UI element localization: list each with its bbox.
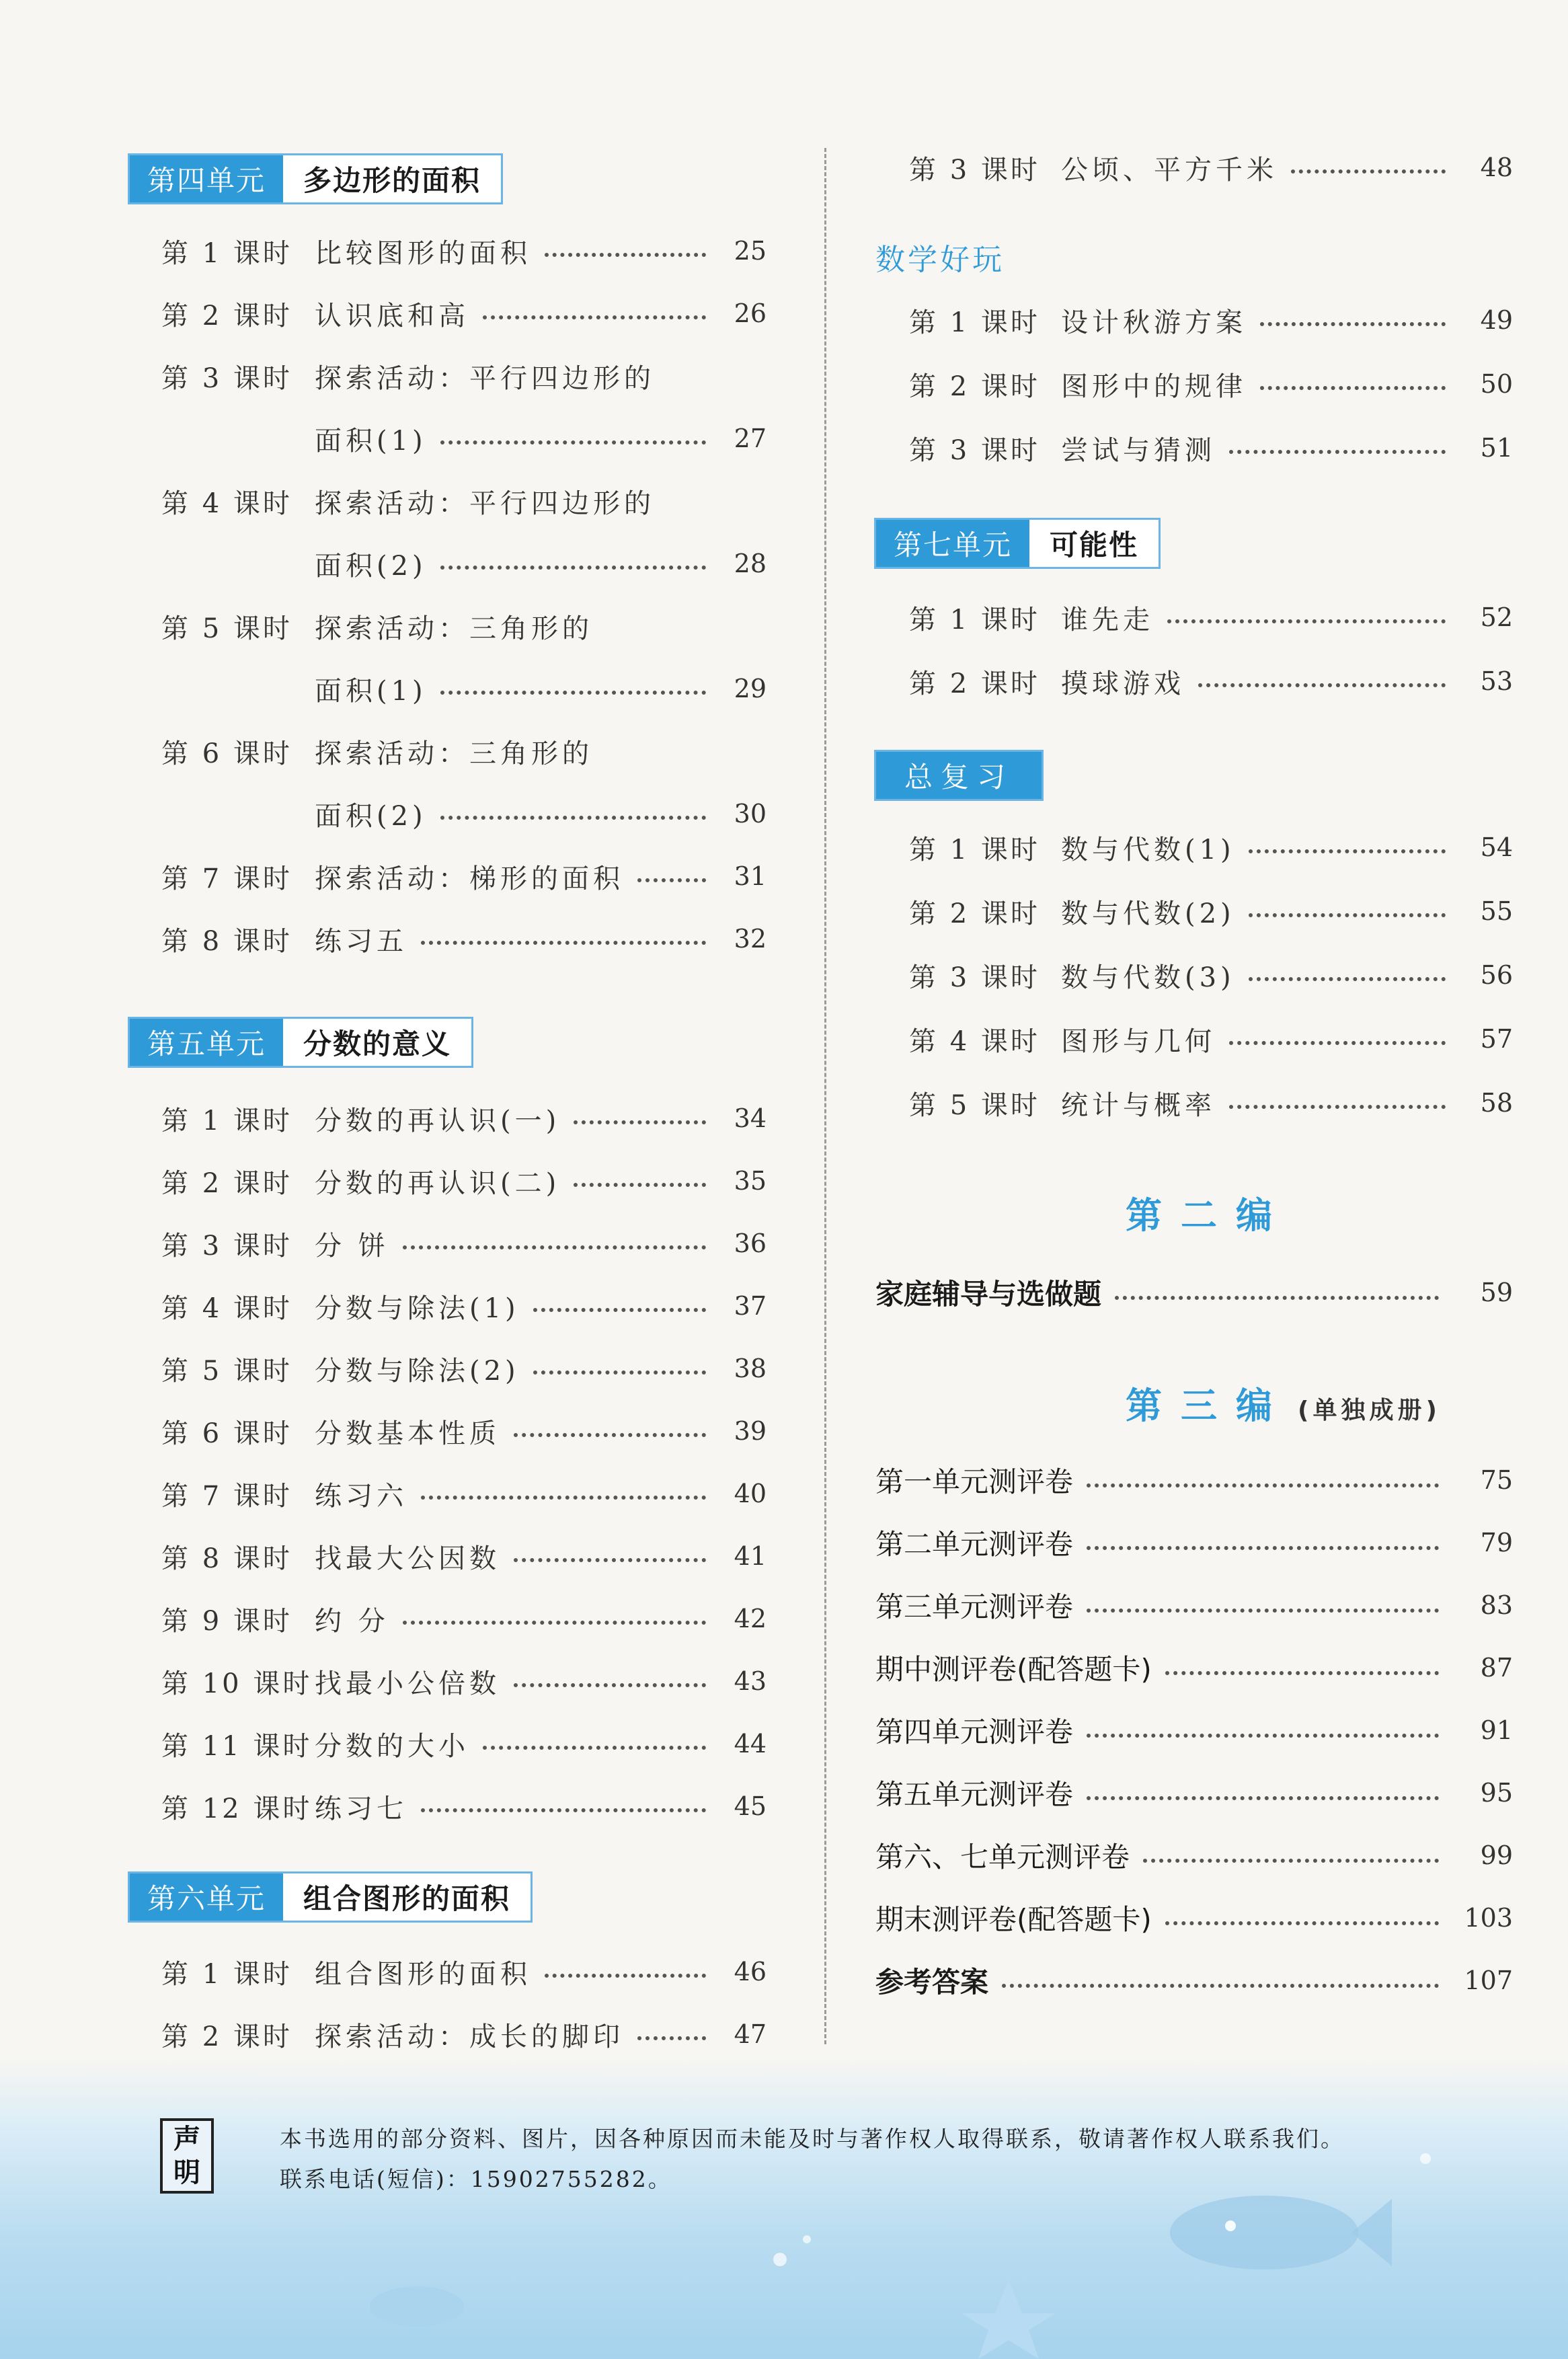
toc-entry[interactable]: [875, 1459, 1513, 1501]
entry-title: 图形与几何: [1061, 1026, 1216, 1057]
toc-entry[interactable]: [909, 364, 1513, 404]
page-number: 50: [1480, 369, 1513, 399]
entry-title: 练习七: [315, 1793, 407, 1824]
toc-entry[interactable]: [161, 1786, 767, 1826]
page-number: 95: [1480, 1778, 1513, 1808]
leader-dots: [574, 1120, 706, 1124]
leader-dots: [545, 253, 706, 257]
page-number: 103: [1464, 1903, 1513, 1933]
entry-title: 第六、七单元测评卷: [875, 1841, 1130, 1873]
toc-entry[interactable]: [161, 231, 767, 271]
entry-title: 探索活动：成长的脚印: [315, 2021, 624, 2052]
page-number: 59: [1480, 1278, 1513, 1307]
toc-entry[interactable]: [161, 1161, 767, 1201]
lesson-label: 第 6 课时: [161, 1418, 292, 1449]
toc-entry[interactable]: [161, 731, 640, 771]
entry-title: 面积(2): [315, 550, 427, 582]
unit-tag: 总复习: [876, 752, 1042, 799]
toc-entry[interactable]: [161, 794, 767, 834]
entry-title: 探索活动：平行四边形的: [315, 362, 655, 394]
lesson-label: 第 3 课时: [161, 362, 292, 394]
toc-entry[interactable]: [909, 428, 1513, 468]
unit-tag: 第四单元: [130, 155, 283, 202]
lesson-label: 第 4 课时: [161, 488, 292, 519]
entry-title: 第二单元测评卷: [875, 1528, 1074, 1561]
leader-dots: [1002, 1984, 1439, 1988]
toc-entry[interactable]: [161, 481, 702, 521]
toc-entry[interactable]: [909, 1019, 1513, 1059]
copyright-notice: 本书选用的部分资料、图片，因各种原因而未能及时与著作权人取得联系，敬请著作权人联系我们。: [280, 2126, 1345, 2152]
leader-dots: [440, 691, 706, 695]
entry-title: 数与代数(2): [1061, 898, 1235, 929]
lesson-label: 第 3 课时: [161, 1230, 292, 1262]
lesson-label: 第 2 课时: [909, 668, 1040, 699]
footer-background: [0, 2058, 1568, 2359]
part-two-title: 第二编: [1126, 1194, 1291, 1237]
page-number: 87: [1480, 1653, 1513, 1683]
leader-dots: [1167, 619, 1446, 623]
leader-dots: [1198, 683, 1446, 687]
leader-dots: [1165, 1671, 1439, 1675]
entry-title: 组合图形的面积: [315, 1958, 531, 1990]
leader-dots: [1229, 1041, 1446, 1045]
fish-shape: [1170, 2196, 1358, 2270]
page-number: 41: [734, 1541, 767, 1571]
entry-title: 参考答案: [875, 1966, 989, 1999]
leader-dots: [1087, 1546, 1439, 1550]
entry-title: 数与代数(3): [1061, 962, 1235, 993]
page-number: 25: [734, 236, 767, 266]
page-number: 36: [734, 1229, 767, 1258]
entry-title: 认识底和高: [315, 300, 469, 332]
lesson-label: 第 3 课时: [909, 434, 1040, 466]
page-number: 52: [1480, 603, 1513, 632]
lesson-label: 第 1 课时: [161, 237, 292, 269]
toc-entry[interactable]: [161, 293, 767, 334]
leader-dots: [1229, 1105, 1446, 1109]
lesson-label: 第 3 课时: [909, 962, 1040, 993]
unit-title: 组合图形的面积: [303, 1882, 511, 1915]
page-number: 51: [1480, 433, 1513, 463]
lesson-label: 第 5 课时: [909, 1089, 1040, 1121]
bubble: [1420, 2153, 1431, 2164]
page-number: 35: [734, 1166, 767, 1196]
page-number: 39: [734, 1416, 767, 1446]
entry-title: 面积(2): [315, 800, 427, 832]
page-number: 46: [734, 1957, 767, 1986]
leader-dots: [1087, 1609, 1439, 1613]
page-number: 29: [734, 674, 767, 703]
lesson-label: 第 2 课时: [909, 898, 1040, 929]
leader-dots: [533, 1308, 706, 1312]
leader-dots: [440, 440, 706, 444]
toc-entry[interactable]: [909, 661, 1513, 701]
page-number: 57: [1480, 1024, 1513, 1054]
entry-title: 练习六: [315, 1480, 407, 1512]
lesson-label: 第 7 课时: [161, 863, 292, 894]
entry-title: 分 饼: [315, 1230, 389, 1262]
toc-entry[interactable]: [161, 668, 767, 709]
leader-dots: [533, 1370, 706, 1375]
toc-entry[interactable]: [909, 300, 1513, 340]
toc-entry[interactable]: [161, 1661, 767, 1701]
toc-entry[interactable]: [161, 1724, 767, 1764]
page-number: 30: [734, 799, 767, 828]
entry-title: 探索活动：平行四边形的: [315, 488, 655, 519]
lesson-label: 第 2 课时: [161, 1167, 292, 1199]
lesson-label: 第 1 课时: [909, 604, 1040, 635]
unit-tag: 第五单元: [130, 1019, 283, 1066]
page-number: 83: [1480, 1590, 1513, 1620]
toc-entry[interactable]: [909, 891, 1513, 931]
leader-dots: [1249, 913, 1446, 917]
leader-dots: [403, 1621, 706, 1625]
column-divider: [824, 148, 826, 2044]
statement-stamp: [160, 2118, 214, 2194]
page-number: 49: [1480, 305, 1513, 335]
leader-dots: [514, 1433, 706, 1437]
page-number: 48: [1480, 153, 1513, 182]
unit-tag: 第六单元: [130, 1873, 283, 1921]
lesson-label: 第 12 课时: [161, 1793, 313, 1824]
entry-title: 分数基本性质: [315, 1418, 500, 1449]
toc-entry[interactable]: [909, 1083, 1513, 1123]
leader-dots: [440, 816, 706, 820]
lesson-label: 第 8 课时: [161, 1543, 292, 1574]
unit-title: 可能性: [1050, 529, 1139, 562]
entry-title: 数与代数(1): [1061, 834, 1235, 865]
entry-title: 第四单元测评卷: [875, 1715, 1074, 1748]
lesson-label: 第 1 课时: [909, 834, 1040, 865]
page-number: 53: [1480, 666, 1513, 696]
leader-dots: [1249, 849, 1446, 853]
toc-entry[interactable]: [161, 1348, 767, 1389]
toc-entry[interactable]: [875, 1897, 1513, 1939]
lesson-label: 第 3 课时: [909, 154, 1040, 186]
leader-dots: [483, 1746, 706, 1750]
entry-title: 第一单元测评卷: [875, 1465, 1074, 1498]
toc-entry[interactable]: [909, 597, 1513, 637]
stamp-char-top: 声: [173, 2124, 200, 2155]
page-number: 40: [734, 1479, 767, 1508]
lesson-label: 第 9 课时: [161, 1605, 292, 1637]
unit-header: [128, 1017, 473, 1068]
page-number: 32: [734, 924, 767, 954]
unit-header: [128, 153, 503, 204]
unit-header: [874, 518, 1161, 569]
section-title-fun: 数学好玩: [875, 243, 1005, 277]
leader-dots: [1115, 1296, 1439, 1300]
entry-title: 约 分: [315, 1605, 389, 1637]
toc-entry[interactable]: [875, 1834, 1513, 1876]
lesson-label: 第 2 课时: [161, 2021, 292, 2052]
lesson-label: 第 4 课时: [909, 1026, 1040, 1057]
toc-entry[interactable]: [161, 1473, 767, 1514]
entry-title: 分数的大小: [315, 1730, 469, 1762]
entry-title: 练习五: [315, 925, 407, 957]
leader-dots: [421, 1808, 706, 1812]
lesson-label: 第 5 课时: [161, 613, 292, 644]
entry-title: 分数的再认识(二): [315, 1167, 561, 1199]
leader-dots: [403, 1245, 706, 1249]
page-number: 34: [734, 1104, 767, 1133]
stamp-char-bottom: 明: [173, 2157, 200, 2188]
unit-header: [874, 750, 1044, 801]
leader-dots: [421, 941, 706, 945]
entry-title: 找最小公倍数: [315, 1668, 500, 1699]
lesson-label: 第 1 课时: [909, 307, 1040, 338]
leader-dots: [1087, 1483, 1439, 1487]
entry-title: 尝试与猜测: [1061, 434, 1216, 466]
toc-entry[interactable]: [161, 1598, 767, 1639]
entry-title: 探索活动：三角形的: [315, 738, 593, 769]
page-number: 26: [734, 299, 767, 328]
lesson-label: 第 2 课时: [909, 371, 1040, 402]
leader-dots: [1291, 169, 1446, 173]
lesson-label: 第 10 课时: [161, 1668, 313, 1699]
leader-dots: [637, 2036, 706, 2040]
toc-entry[interactable]: [161, 2014, 767, 2054]
page-number: 27: [734, 424, 767, 453]
leader-dots: [1260, 386, 1446, 390]
page-number: 91: [1480, 1715, 1513, 1745]
part-three-note: (单独成册): [1298, 1397, 1441, 1424]
entry-title: 公顷、平方千米: [1061, 154, 1278, 186]
page-number: 56: [1480, 960, 1513, 990]
entry-title: 第三单元测评卷: [875, 1590, 1074, 1623]
part-three-title: 第三编: [1126, 1385, 1291, 1427]
unit-title: 多边形的面积: [303, 164, 481, 197]
page-number: 75: [1480, 1465, 1513, 1495]
page-number: 55: [1480, 896, 1513, 926]
page-number: 38: [734, 1354, 767, 1383]
page-number: 99: [1480, 1841, 1513, 1870]
ocean-decoration: [0, 2058, 1568, 2359]
fish-tail: [1351, 2199, 1392, 2266]
leader-dots: [483, 315, 706, 319]
toc-entry[interactable]: [161, 418, 767, 459]
leader-dots: [1087, 1796, 1439, 1800]
page-number: 107: [1464, 1966, 1513, 1995]
entry-title: 谁先走: [1061, 604, 1154, 635]
page-number: 47: [734, 2019, 767, 2049]
toc-entry[interactable]: [161, 606, 640, 646]
lesson-label: 第 1 课时: [161, 1105, 292, 1136]
leader-dots: [1165, 1921, 1439, 1925]
leader-dots: [545, 1974, 706, 1978]
toc-entry[interactable]: [161, 1098, 767, 1138]
toc-entry[interactable]: [875, 1709, 1513, 1751]
leader-dots: [1260, 322, 1446, 326]
toc-entry[interactable]: [909, 955, 1513, 995]
lesson-label: 第 4 课时: [161, 1292, 292, 1324]
lesson-label: 第 8 课时: [161, 925, 292, 957]
toc-entry[interactable]: [161, 1286, 767, 1326]
page-number: 43: [734, 1666, 767, 1696]
leader-dots: [440, 566, 706, 570]
toc-entry[interactable]: [875, 1772, 1513, 1814]
contact-line: 联系电话(短信)：15902755282。: [280, 2166, 672, 2192]
entry-title: 摸球游戏: [1061, 668, 1185, 699]
leader-dots: [637, 878, 706, 882]
toc-entry[interactable]: [161, 356, 702, 396]
entry-title: 家庭辅导与选做题: [875, 1278, 1102, 1311]
toc-entry[interactable]: [875, 1584, 1513, 1626]
lesson-label: 第 2 课时: [161, 300, 292, 332]
toc-entry[interactable]: [161, 1951, 767, 1992]
leader-dots: [574, 1183, 706, 1187]
toc-entry[interactable]: [875, 1647, 1513, 1689]
starfish-shape: [962, 2280, 1056, 2359]
leader-dots: [1229, 450, 1446, 454]
lesson-label: 第 7 课时: [161, 1480, 292, 1512]
unit-title: 分数的意义: [303, 1028, 452, 1060]
toc-entry[interactable]: [909, 827, 1513, 867]
entry-title: 图形中的规律: [1061, 371, 1247, 402]
toc-entry[interactable]: [909, 147, 1513, 188]
entry-title: 期末测评卷(配答题卡): [875, 1903, 1152, 1936]
entry-title: 面积(1): [315, 675, 427, 707]
leader-dots: [1143, 1859, 1439, 1863]
entry-title: 面积(1): [315, 425, 427, 457]
leader-dots: [1249, 977, 1446, 981]
leader-dots: [514, 1683, 706, 1687]
entry-title: 分数与除法(1): [315, 1292, 520, 1324]
page-number: 44: [734, 1729, 767, 1758]
entry-title: 统计与概率: [1061, 1089, 1216, 1121]
toc-entry[interactable]: [161, 1223, 767, 1264]
entry-title: 探索活动：三角形的: [315, 613, 593, 644]
toc-entry[interactable]: [875, 1960, 1513, 2001]
lesson-label: 第 11 课时: [161, 1730, 313, 1762]
lesson-label: 第 5 课时: [161, 1355, 292, 1387]
fish-small: [370, 2286, 464, 2327]
page-number: 37: [734, 1291, 767, 1321]
leader-dots: [421, 1496, 706, 1500]
bubble: [773, 2253, 787, 2266]
entry-title: 第五单元测评卷: [875, 1778, 1074, 1811]
page-number: 54: [1480, 833, 1513, 862]
lesson-label: 第 1 课时: [161, 1958, 292, 1990]
toc-entry[interactable]: [161, 856, 767, 896]
bubble: [803, 2235, 811, 2243]
lesson-label: 第 6 课时: [161, 738, 292, 769]
entry-title: 找最大公因数: [315, 1543, 500, 1574]
entry-title: 期中测评卷(配答题卡): [875, 1653, 1152, 1686]
page-number: 28: [734, 549, 767, 578]
toc-entry[interactable]: [875, 1272, 1513, 1313]
toc-entry[interactable]: [161, 543, 767, 584]
entry-title: 分数与除法(2): [315, 1355, 520, 1387]
toc-entry[interactable]: [161, 1536, 767, 1576]
page-number: 42: [734, 1604, 767, 1633]
toc-entry[interactable]: [875, 1522, 1513, 1563]
part-three-heading: [1126, 1377, 1441, 1429]
entry-title: 分数的再认识(一): [315, 1105, 561, 1136]
toc-entry[interactable]: [161, 1411, 767, 1451]
page-number: 58: [1480, 1088, 1513, 1118]
page-number: 45: [734, 1791, 767, 1821]
entry-title: 探索活动：梯形的面积: [315, 863, 624, 894]
toc-entry[interactable]: [161, 919, 767, 959]
leader-dots: [1087, 1734, 1439, 1738]
page-number: 31: [734, 861, 767, 891]
leader-dots: [514, 1558, 706, 1562]
fish-eye: [1225, 2220, 1236, 2231]
unit-tag: 第七单元: [876, 520, 1029, 567]
entry-title: 设计秋游方案: [1061, 307, 1247, 338]
page-number: 79: [1480, 1528, 1513, 1557]
entry-title: 比较图形的面积: [315, 237, 531, 269]
unit-header: [128, 1871, 533, 1923]
